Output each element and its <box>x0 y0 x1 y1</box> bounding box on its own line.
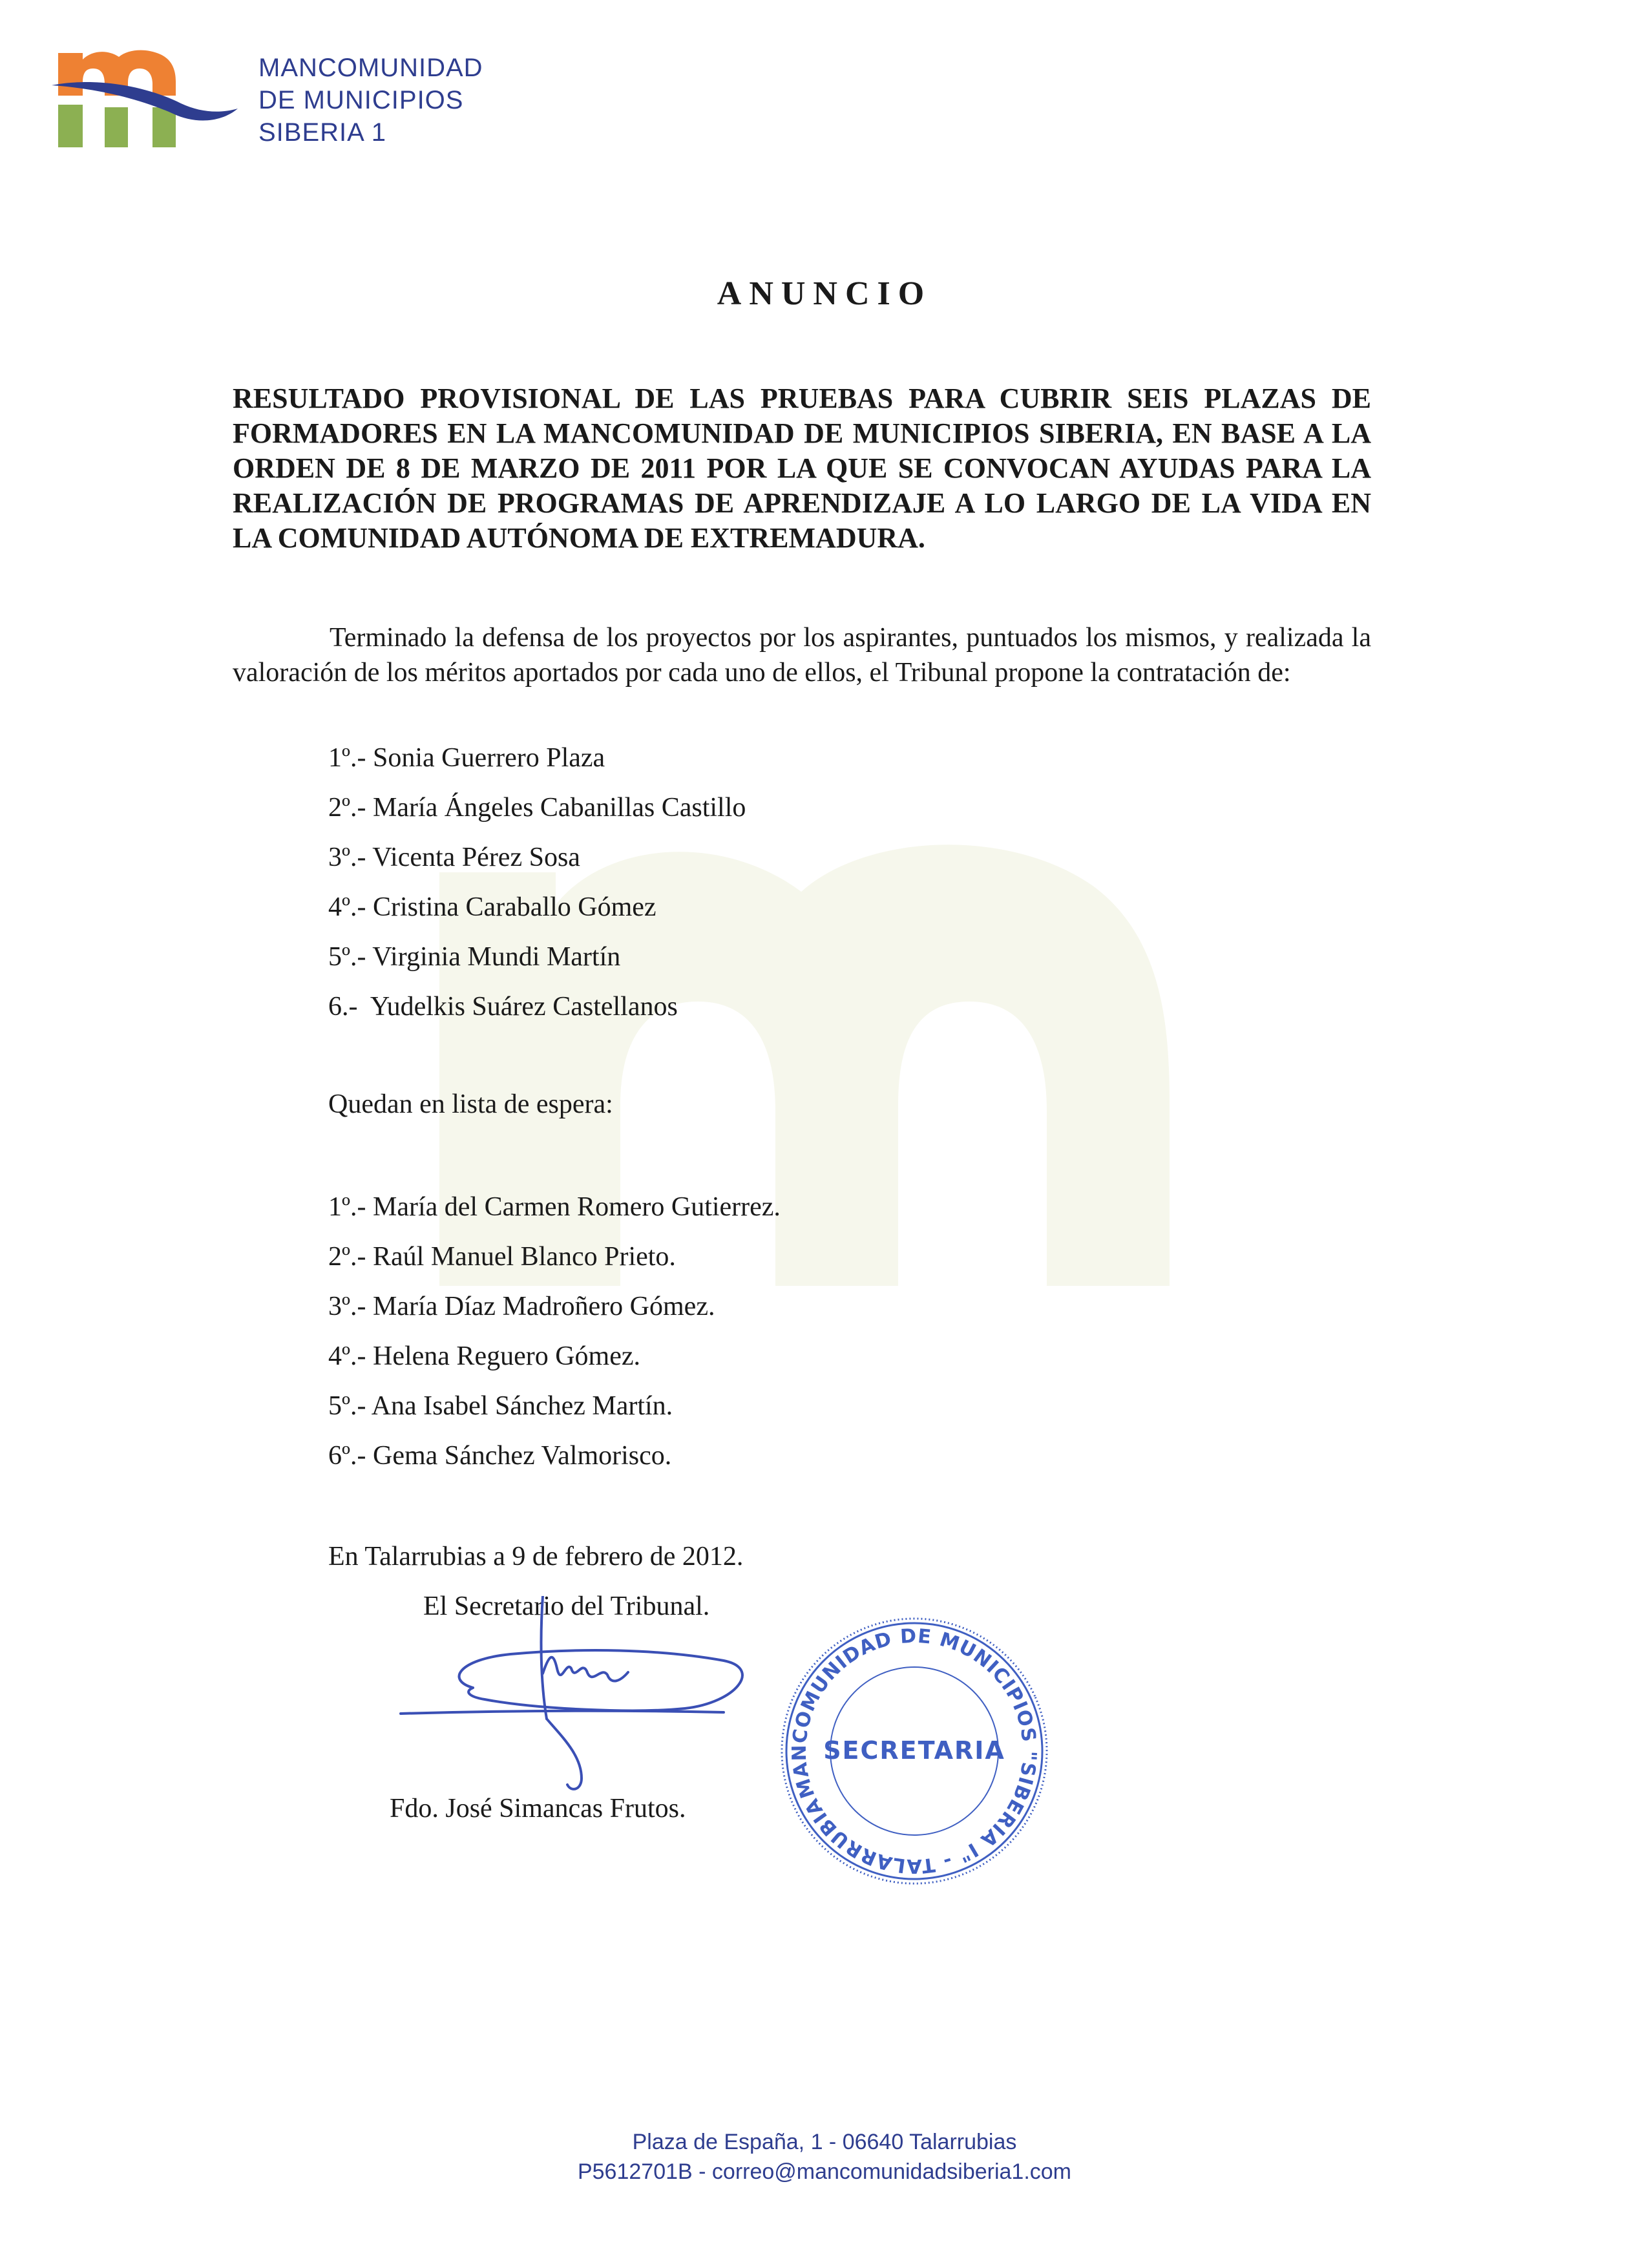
list-item: 1º.- Sonia Guerrero Plaza <box>328 743 605 773</box>
list-item: 4º.- Cristina Caraballo Gómez <box>328 892 656 922</box>
org-name-line-3: SIBERIA 1 <box>258 118 386 147</box>
list-item: 3º.- Vicenta Pérez Sosa <box>328 843 580 872</box>
waiting-list <box>328 1182 781 1481</box>
list-item: 2º.- Raúl Manuel Blanco Prieto. <box>328 1242 676 1272</box>
logo-legs-green <box>58 105 176 147</box>
list-item: 6.- Yudelkis Suárez Castellanos <box>328 992 678 1022</box>
secretaria-stamp <box>772 1609 1056 1893</box>
waiting-list-label: Quedan en lista de espera: <box>328 1089 613 1119</box>
stamp-ring-text: MANCOMUNIDAD DE MUNICIPIOS "SIBERIA I" - TALARRUBIAS <box>788 1624 1041 1878</box>
intro-paragraph: Terminado la defensa de los proyectos por los aspirantes, puntuados los mismos, y realizada la valoración de los méritos aportados por cada uno de ellos, el Tribunal propone la contratación de: <box>233 623 1371 688</box>
list-item: 4º.- Helena Reguero Gómez. <box>328 1341 640 1371</box>
mancomunidad-logo <box>52 45 239 149</box>
list-item: 6º.- Gema Sánchez Valmorisco. <box>328 1441 672 1471</box>
list-item: 2º.- María Ángeles Cabanillas Castillo <box>328 793 746 823</box>
footer-contact: P5612701B - correo@mancomunidadsiberia1.com <box>577 2159 1072 2184</box>
handwritten-signature <box>388 1596 750 1796</box>
stamp-center-text: SECRETARIA <box>823 1736 1005 1765</box>
selected-candidates-list <box>328 733 746 1032</box>
document-subject: RESULTADO PROVISIONAL DE LAS PRUEBAS PARA CUBRIR SEIS PLAZAS DE FORMADORES EN LA MANCOMUNIDAD DE MUNICIPIOS SIBERIA, EN BASE A LA ORDEN DE 8 DE MARZO DE 2011 POR LA QUE SE CONVOCAN AYUDAS PARA LA REALIZACIÓN DE PROGRAMAS DE APRENDIZAJE A LO LARGO DE LA VIDA EN LA COMUNIDAD AUTÓNOMA DE EXTREMADURA. <box>233 383 1371 554</box>
list-item: 5º.- Virginia Mundi Martín <box>328 942 621 972</box>
list-item: 5º.- Ana Isabel Sánchez Martín. <box>328 1391 673 1421</box>
list-item: 1º.- María del Carmen Romero Gutierrez. <box>328 1192 781 1222</box>
place-and-date: En Talarrubias a 9 de febrero de 2012. <box>328 1542 744 1571</box>
footer-address: Plaza de España, 1 - 06640 Talarrubias <box>632 2130 1017 2154</box>
org-name-line-1: MANCOMUNIDAD <box>258 54 483 82</box>
organization-name <box>258 52 483 149</box>
footer <box>0 2127 1649 2187</box>
signer-role: El Secretario del Tribunal. <box>423 1591 710 1621</box>
org-name-line-2: DE MUNICIPIOS <box>258 86 464 114</box>
signed-by: Fdo. José Simancas Frutos. <box>390 1794 686 1823</box>
list-item: 3º.- María Díaz Madroñero Gómez. <box>328 1292 715 1321</box>
document-title: ANUNCIO <box>717 275 932 312</box>
